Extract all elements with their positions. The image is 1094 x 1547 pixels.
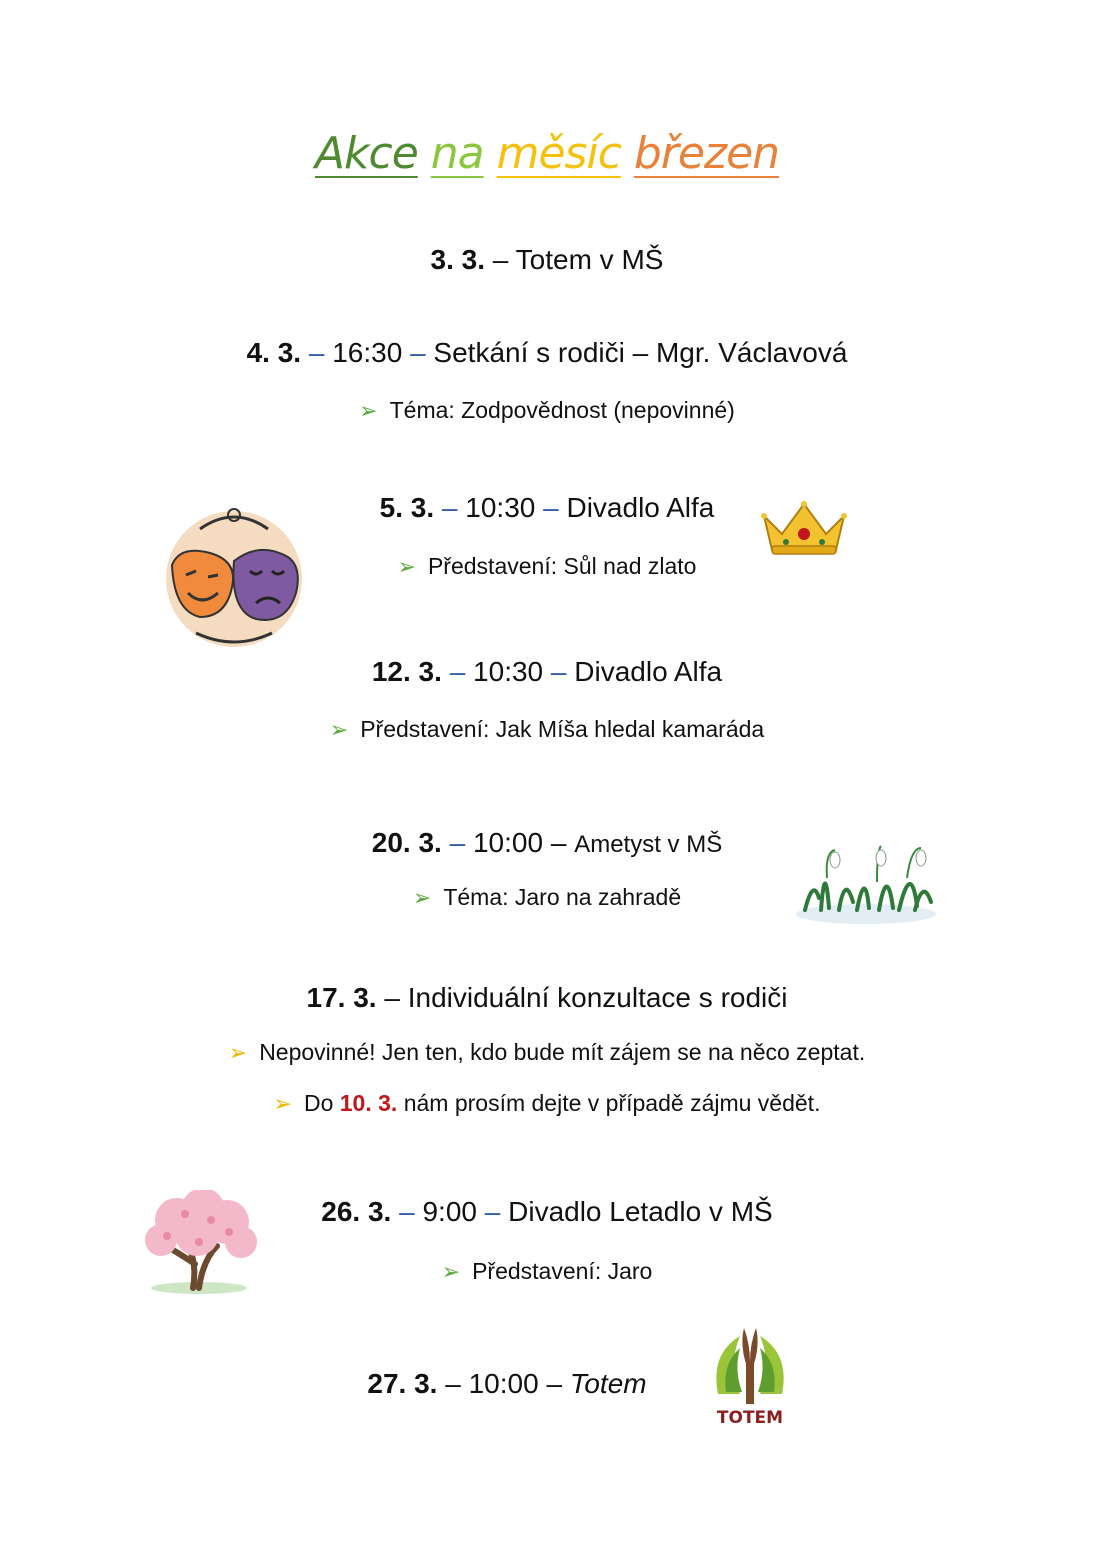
- event-text: Setkání s rodiči – Mgr. Václavová: [433, 337, 848, 368]
- event-sub-text: Nepovinné! Jen ten, kdo bude mít zájem se na něco zeptat.: [259, 1039, 866, 1065]
- arrow-bullet-icon: ➢: [329, 717, 349, 742]
- event-text: Ametyst v MŠ: [574, 831, 723, 858]
- title-word-na: na: [430, 128, 484, 179]
- event-sub-text: Představení: Sůl nad zlato: [427, 553, 697, 579]
- dash: –: [543, 492, 559, 523]
- event-time: – 10:00 –: [445, 1368, 563, 1399]
- deadline-date: 10. 3.: [339, 1090, 398, 1116]
- event-4-3-sub: [0, 395, 1094, 426]
- dash: –: [550, 827, 567, 858]
- event-time: 9:00: [422, 1196, 477, 1227]
- event-time: 10:00: [472, 827, 544, 858]
- title-word-brezen: březen: [633, 128, 780, 179]
- event-sub-text: Představení: Jaro: [472, 1258, 653, 1284]
- snowdrops-icon: [795, 838, 937, 924]
- event-sub-text-post: nám prosím dejte v případě zájmu vědět.: [403, 1090, 821, 1116]
- dash: –: [399, 1196, 415, 1227]
- dash: –: [441, 492, 458, 523]
- arrow-bullet-icon: ➢: [397, 554, 416, 579]
- arrow-bullet-icon: ➢: [412, 885, 432, 910]
- event-12-3-sub: [0, 714, 1094, 745]
- event-date: 20. 3.: [371, 827, 442, 858]
- dash: –: [410, 337, 426, 368]
- event-text: – Totem v MŠ: [492, 244, 664, 275]
- event-17-3-sub2: [0, 1088, 1094, 1119]
- event-sub-text-pre: Do: [303, 1090, 334, 1116]
- event-text: Divadlo Letadlo v MŠ: [508, 1196, 773, 1227]
- dash: –: [308, 337, 325, 368]
- event-4-3: [0, 335, 1094, 371]
- crown-icon: [758, 498, 850, 560]
- event-3-3: [0, 242, 1094, 278]
- event-27-3: [0, 1366, 1054, 1402]
- page-title: [0, 128, 1094, 179]
- event-17-3-sub1: [0, 1037, 1094, 1068]
- event-text: Totem: [569, 1368, 647, 1399]
- dash: –: [550, 656, 567, 687]
- totem-logo-text: TOTEM: [716, 1408, 784, 1428]
- arrow-bullet-icon: ➢: [359, 398, 378, 423]
- event-date: 12. 3.: [371, 656, 442, 687]
- totem-logo-emblem-icon: [700, 1324, 800, 1410]
- event-date: 26. 3.: [321, 1196, 392, 1227]
- totem-logo: [700, 1324, 800, 1434]
- event-date: 5. 3.: [379, 492, 435, 523]
- event-text: – Individuální konzultace s rodiči: [384, 982, 788, 1013]
- event-17-3: [0, 980, 1094, 1016]
- event-sub-text: Představení: Jak Míša hledal kamaráda: [360, 716, 765, 742]
- event-date: 4. 3.: [246, 337, 302, 368]
- title-word-akce: Akce: [314, 128, 418, 179]
- event-sub-text: Téma: Zodpovědnost (nepovinné): [389, 397, 735, 423]
- event-time: 10:30: [465, 492, 536, 523]
- dash: –: [449, 656, 466, 687]
- blossom-tree-icon: [137, 1190, 261, 1296]
- theatre-masks-icon: [160, 505, 308, 650]
- event-date: 3. 3.: [430, 244, 486, 275]
- dash: –: [484, 1196, 501, 1227]
- dash: –: [449, 827, 466, 858]
- event-text: Divadlo Alfa: [574, 656, 723, 687]
- event-time: 10:30: [473, 656, 544, 687]
- event-sub-text: Téma: Jaro na zahradě: [443, 884, 682, 910]
- event-12-3: [0, 654, 1094, 690]
- event-text: Divadlo Alfa: [566, 492, 715, 523]
- event-date: 27. 3.: [367, 1368, 438, 1399]
- event-time: 16:30: [332, 337, 403, 368]
- arrow-bullet-icon: ➢: [441, 1259, 461, 1284]
- event-date: 17. 3.: [306, 982, 377, 1013]
- title-word-mesic: měsíc: [496, 128, 621, 179]
- arrow-bullet-icon: ➢: [273, 1091, 292, 1116]
- arrow-bullet-icon: ➢: [228, 1040, 248, 1065]
